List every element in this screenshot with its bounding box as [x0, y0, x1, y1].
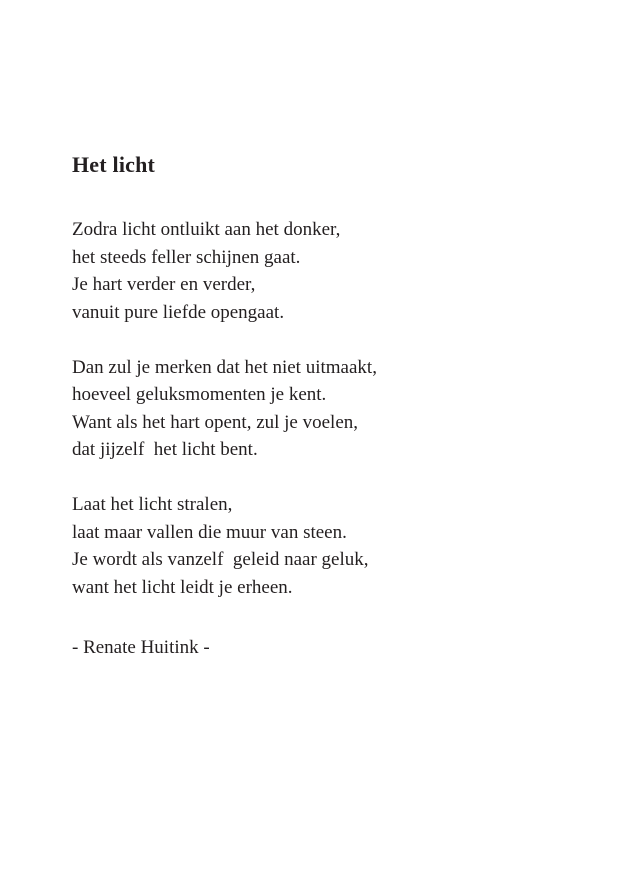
poem-line: hoeveel geluksmomenten je kent. [72, 384, 327, 405]
stanza-1 [72, 216, 572, 326]
stanza-3 [72, 491, 572, 601]
poem-line: Want als het hart opent, zul je voelen, [72, 411, 359, 433]
poem-line: want het licht leidt je erheen. [72, 576, 293, 598]
poem-line: Je wordt als vanzelf geleid naar geluk, [72, 549, 369, 570]
poem-title: Het licht [72, 152, 156, 177]
poem-line: vanuit pure liefde opengaat. [72, 301, 285, 323]
poem-author: - Renate Huitink - [72, 637, 210, 658]
poem-line: Dan zul je merken dat het niet uitmaakt, [72, 356, 377, 378]
poem-line: Laat het licht stralen, [72, 494, 233, 515]
poem-line: Zodra licht ontluikt aan het donker, [72, 219, 341, 240]
poem-page [72, 150, 572, 662]
poem-line: het steeds feller schijnen gaat. [72, 246, 301, 268]
poem-line: laat maar vallen die muur van steen. [72, 521, 347, 543]
poem-line: dat jijzelf het licht bent. [72, 439, 258, 460]
poem-line: Je hart verder en verder, [72, 274, 256, 295]
stanza-2 [72, 354, 572, 464]
